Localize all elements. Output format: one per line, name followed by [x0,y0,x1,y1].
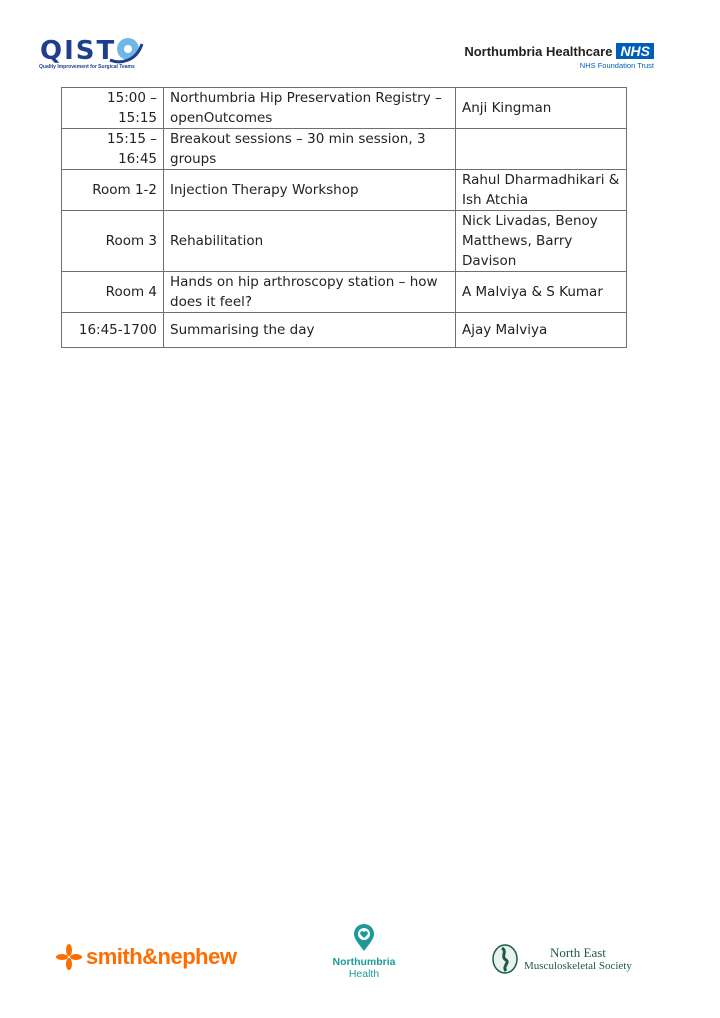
session-cell: Hands on hip arthroscopy station – how does it feel? [164,272,456,313]
spine-emblem-icon [492,944,518,974]
table-row [62,272,627,313]
schedule-table [61,87,627,348]
smith-nephew-name: smith&nephew [86,944,237,969]
speaker-cell: Rahul Dharmadhikari & Ish Atchia [456,170,627,211]
speaker-cell: Anji Kingman [456,88,627,129]
table-row [62,88,627,129]
table-row [62,170,627,211]
asterisk-star-icon [56,944,82,970]
speaker-cell [456,129,627,170]
time-cell: 15:15 – 16:45 [62,129,164,170]
qist-logo-word: QIST [40,36,117,66]
nems-line2: Musculoskeletal Society [524,959,632,972]
table-row [62,211,627,272]
speaker-cell: A Malviya & S Kumar [456,272,627,313]
northumbria-health-logo [326,924,402,980]
nhs-trust-subtitle: NHS Foundation Trust [579,61,654,70]
table-row [62,129,627,170]
qist-logo [36,34,146,74]
table-row [62,313,627,348]
nhs-trust-name: Northumbria Healthcare [464,43,613,59]
nems-logo [492,944,632,974]
session-cell: Injection Therapy Workshop [164,170,456,211]
qist-swoosh-icon [106,34,144,66]
session-cell: Summarising the day [164,313,456,348]
nhs-trust-logo [464,43,654,70]
nhs-badge: NHS [616,43,654,59]
room-cell: Room 1-2 [62,170,164,211]
session-cell: Rehabilitation [164,211,456,272]
session-cell: Northumbria Hip Preservation Registry – openOutcomes [164,88,456,129]
speaker-cell: Ajay Malviya [456,313,627,348]
northumbria-health-name: Northumbria [332,956,396,968]
qist-tagline: Quality Improvement for Surgical Teams [39,64,135,70]
time-cell: 15:00 – 15:15 [62,88,164,129]
location-pin-heart-icon [352,924,376,952]
time-cell: 16:45-1700 [62,313,164,348]
room-cell: Room 3 [62,211,164,272]
northumbria-health-sub: Health [348,968,380,980]
smith-nephew-logo [56,944,236,970]
speaker-cell: Nick Livadas, Benoy Matthews, Barry Davison [456,211,627,272]
nems-line1: North East [549,944,606,960]
room-cell: Room 4 [62,272,164,313]
session-cell: Breakout sessions – 30 min session, 3 groups [164,129,456,170]
